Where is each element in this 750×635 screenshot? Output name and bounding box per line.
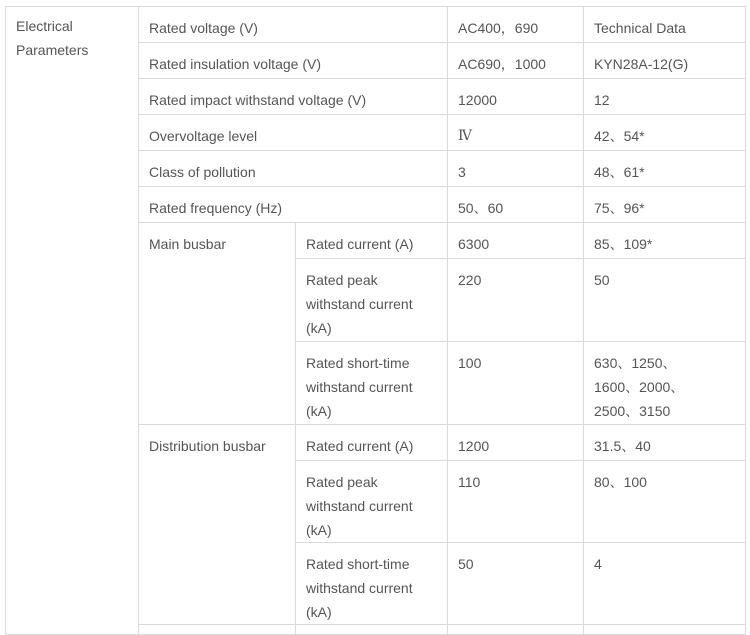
tech-data-cell: 4	[584, 543, 746, 625]
tech-data-cell: 31.5、40	[584, 425, 746, 461]
tech-data-cell: KYN28A-12(G)	[584, 43, 746, 79]
electrical-parameters-table	[5, 6, 746, 635]
value-cell: AC400，690	[448, 7, 584, 43]
value-cell: 50、60	[448, 187, 584, 223]
value-cell: 1200	[448, 425, 584, 461]
table-row	[6, 7, 746, 43]
value-cell: 50	[448, 543, 584, 625]
parameter-cell: Rated short-time withstand current (kA)	[296, 543, 448, 625]
value-cell: 6300	[448, 223, 584, 259]
parameter-cell: Class of pollution	[139, 151, 448, 187]
parameter-cell: Rated peak withstand current (kA)	[296, 461, 448, 543]
tech-data-cell: 80、100	[584, 461, 746, 543]
parameter-cell: Rated short-time withstand current (kA)	[296, 342, 448, 425]
parameter-cell: Rated frequency (Hz)	[139, 187, 448, 223]
tech-data-cell: 50	[584, 259, 746, 342]
tech-data-cell: 630、1250、1600、2000、2500、3150	[584, 342, 746, 425]
group-label-main-busbar: Main busbar	[139, 223, 296, 425]
parameter-cell: Overvoltage level	[139, 115, 448, 151]
value-cell: 110	[448, 461, 584, 543]
tech-data-cell: 75、96*	[584, 187, 746, 223]
value-cell: 12000	[448, 79, 584, 115]
tech-data-cell: 42、54*	[584, 115, 746, 151]
tech-data-cell: Technical Data	[584, 7, 746, 43]
parameter-cell: Rated voltage (V)	[139, 7, 448, 43]
parameter-cell: Rated peak withstand current (kA)	[296, 259, 448, 342]
value-cell: 100	[448, 342, 584, 425]
group-label-distribution-busbar: Distribution busbar	[139, 425, 296, 625]
parameter-cell: Rated impact withstand voltage (V)	[139, 79, 448, 115]
tech-data-cell: 48、61*	[584, 151, 746, 187]
value-cell: Ⅳ	[448, 115, 584, 151]
parameter-cell: Rated current (A)	[296, 223, 448, 259]
category-cell: Electrical Parameters	[6, 7, 139, 635]
parameter-cell: Rated insulation voltage (V)	[139, 43, 448, 79]
tech-data-cell: 85、109*	[584, 223, 746, 259]
value-cell: 3	[448, 151, 584, 187]
tech-data-cell: 12	[584, 79, 746, 115]
parameter-cell: Rated current (A)	[296, 425, 448, 461]
value-cell: 220	[448, 259, 584, 342]
value-cell: AC690，1000	[448, 43, 584, 79]
